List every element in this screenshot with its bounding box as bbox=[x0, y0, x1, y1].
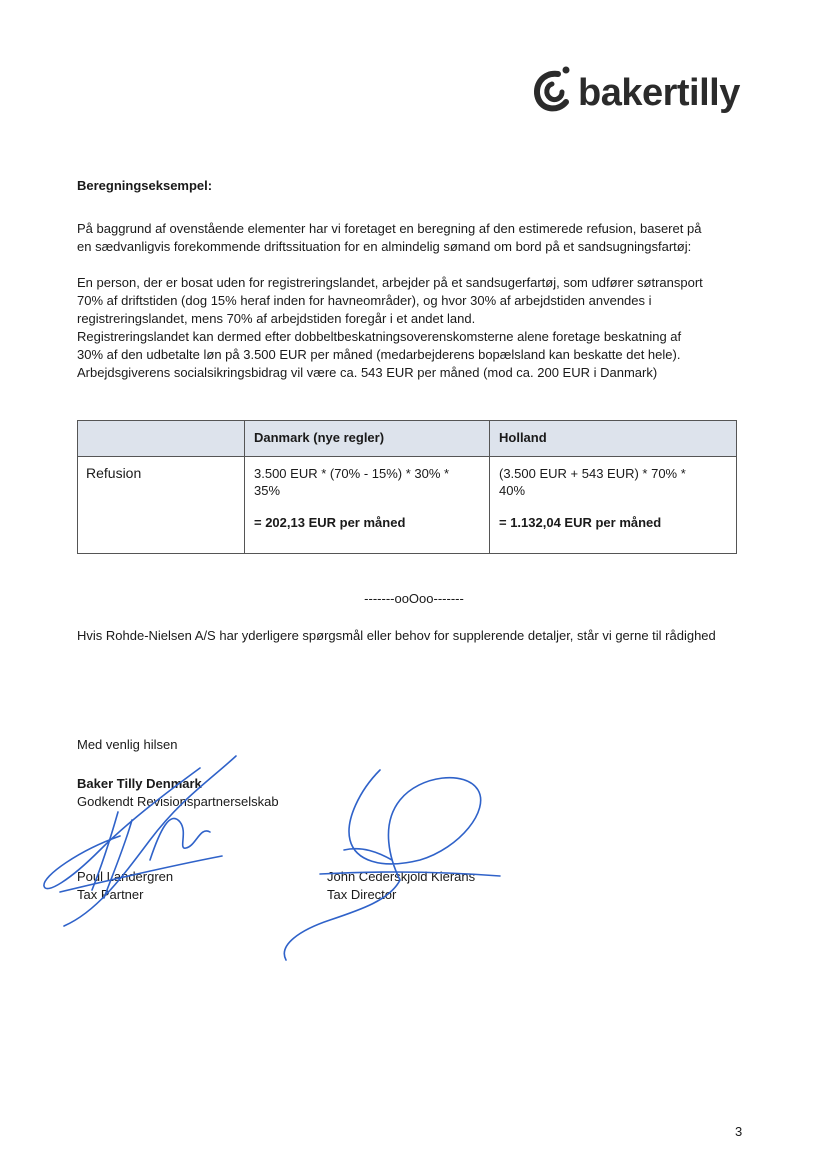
text-line: Registreringslandet kan dermed efter dobbeltbeskatningsoverenskomsterne alene foretage beskatning af bbox=[77, 329, 682, 344]
closing-paragraph: Hvis Rohde-Nielsen A/S har yderligere spørgsmål eller behov for supplerende detaljer, står vi gerne til rådighed bbox=[77, 628, 716, 643]
signature-stroke bbox=[150, 818, 210, 860]
page-number: 3 bbox=[735, 1124, 743, 1139]
signatory-name: John Cederskjold Kierans bbox=[327, 869, 476, 884]
signatory-title: Tax Partner bbox=[77, 887, 144, 902]
greeting: Med venlig hilsen bbox=[77, 737, 178, 752]
calculation-table bbox=[77, 420, 737, 554]
firm-name: Baker Tilly Denmark bbox=[77, 776, 202, 791]
logo-wordmark: bakertilly bbox=[578, 72, 740, 114]
text-line: en sædvanligvis forekommende driftssituation for en almindelig sømand om bord på et sandsugningsfartøj: bbox=[77, 239, 692, 254]
table-header-row bbox=[78, 421, 736, 457]
danmark-formula-line-2: 35% bbox=[254, 483, 281, 498]
scenario-paragraph bbox=[77, 274, 749, 382]
signature-stroke bbox=[349, 770, 481, 880]
text-line: 30% af den udbetalte løn på 3.500 EUR per måned (medarbejderens bopælsland kan beskatte det hele). bbox=[77, 347, 681, 362]
signatory-2 bbox=[327, 868, 475, 904]
column-divider bbox=[489, 421, 490, 553]
row-label-refusion: Refusion bbox=[86, 465, 142, 481]
holland-formula-line-2: 40% bbox=[499, 483, 526, 498]
firm-type: Godkendt Revisionspartnerselskab bbox=[77, 794, 279, 809]
column-divider bbox=[244, 421, 245, 553]
text-line: 70% af driftstiden (dog 15% heraf inden for havneområder), og hvor 30% af arbejdstiden anvendes i bbox=[77, 293, 652, 308]
column-header-danmark: Danmark (nye regler) bbox=[254, 430, 385, 445]
handwritten-signatures bbox=[0, 740, 828, 970]
section-heading: Beregningseksempel: bbox=[77, 178, 213, 193]
intro-paragraph bbox=[77, 220, 749, 256]
danmark-result: = 202,13 EUR per måned bbox=[254, 515, 406, 530]
danmark-formula-line-1: 3.500 EUR * (70% - 15%) * 30% * bbox=[254, 466, 450, 481]
baker-tilly-swirl-icon bbox=[528, 60, 576, 120]
text-line: Arbejdsgiverens socialsikringsbidrag vil være ca. 543 EUR per måned (mod ca. 200 EUR i Danmark) bbox=[77, 365, 658, 380]
text-line: En person, der er bosat uden for registreringslandet, arbejder på et sandsugerfartøj, som udfører søtransport bbox=[77, 275, 703, 290]
signatory-name: Poul Landergren bbox=[77, 869, 174, 884]
separator: -------ooOoo------- bbox=[364, 591, 464, 606]
signature-stroke bbox=[344, 849, 392, 860]
holland-formula-line-1: (3.500 EUR + 543 EUR) * 70% * bbox=[499, 466, 686, 481]
column-header-holland: Holland bbox=[499, 430, 547, 445]
text-line: registreringslandet, mens 70% af arbejdstiden foregår i et andet land. bbox=[77, 311, 476, 326]
text-line: På baggrund af ovenstående elementer har vi foretaget en beregning af den estimerede refusion, baseret på bbox=[77, 221, 702, 236]
signatory-1 bbox=[77, 868, 173, 904]
holland-result: = 1.132,04 EUR per måned bbox=[499, 515, 662, 530]
baker-tilly-logo bbox=[528, 60, 758, 120]
signatory-title: Tax Director bbox=[327, 887, 397, 902]
